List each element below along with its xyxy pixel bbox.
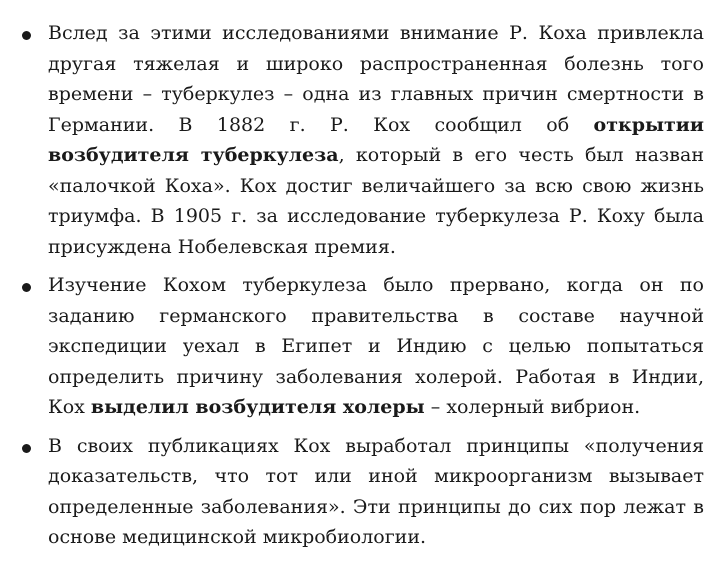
bullet-item-2 [20,270,704,423]
bullet-text-segment: – холерный вибрион. [424,396,641,418]
bullet-text-segment: Вслед за этими исследованиями внимание Р. Коха привлекла другая тяжелая и широко распространенная болезнь того времени – туберкулез – одна из главных причин смертности в Германии. В 1882 г. Р. Кох сообщил об [48,22,704,136]
bullet-text [48,270,704,423]
bullet-dot-icon [22,31,31,40]
bullet-text [48,18,704,262]
bullet-text-bold: выделил возбудителя холеры [90,396,425,418]
bullet-text-segment: В своих публикациях Кох выработал принципы «получения доказательств, что тот или иной микроорганизм вызывает определенные заболевания». Эти принципы до сих пор лежат в основе медицинской микробиологии. [48,434,704,548]
bullet-text-segment: , который в его честь был назван «палочкой Коха». Кох достиг величайшего за всю свою жизнь триумфа. В 1905 г. за исследование туберкулеза Р. Коху была присуждена Нобелевская премия. [48,144,704,258]
bullet-text-bold: открытии возбудителя туберкулеза [48,113,704,166]
bullet-list [20,18,704,561]
bullet-text-segment: Изучение Кохом туберкулеза было прервано, когда он по заданию германского правительства в составе научной экспедиции уехал в Египет и Индию с целью попытаться определить причину заболевания холерой. Работая в Индии, Кох [48,274,704,418]
bullet-item-1 [20,18,704,262]
bullet-dot-icon [22,444,31,453]
bullet-text [48,431,704,553]
bullet-dot-icon [22,283,31,292]
bullet-item-3 [20,431,704,553]
